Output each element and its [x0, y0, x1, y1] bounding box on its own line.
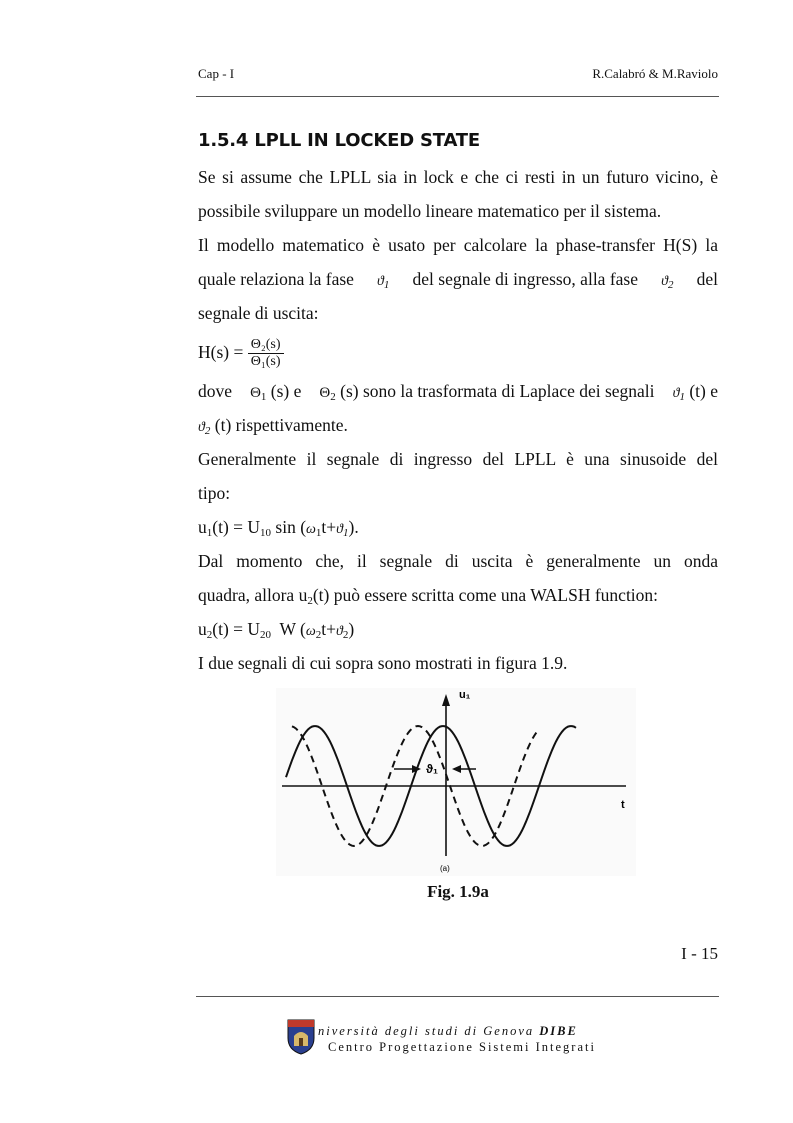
text-run: del segnale di ingresso, alla fase: [412, 269, 638, 289]
paragraph-line: Dal momento che, il segnale di uscita è generalmente un onda: [198, 551, 718, 571]
figure-caption: Fig. 1.9a: [427, 882, 489, 901]
header-rule: [196, 96, 719, 97]
equation-u2: $u_2(t) = U_{20}$ W $(\omega_2t+ϑ_2)$: [198, 619, 355, 641]
laplace-2: $\Theta_2$ (s) sono la trasformata di Laplace dei segnali: [319, 381, 655, 403]
section-title: 1.5.4 LPLL IN LOCKED STATE: [198, 130, 480, 151]
paragraph-line: Il modello matematico è usato per calcolare la phase-transfer H(S) la: [198, 235, 718, 255]
header-left: Cap - I: [198, 66, 235, 81]
phase-label: ϑ₁: [426, 762, 438, 776]
footer-university: niversità degli studi di Genova DIBE: [318, 1024, 578, 1038]
text-run: quale relaziona la fase: [198, 269, 354, 289]
theta-1-symbol: $ϑ_1$: [377, 274, 390, 291]
paragraph-line: segnale di uscita:: [198, 303, 319, 323]
hs-fraction: [248, 337, 284, 370]
paragraph-line: Generalmente il segnale di ingresso del LPLL è una sinusoide del: [198, 449, 718, 469]
text-run: del: [696, 269, 718, 289]
page-number: I - 15: [681, 944, 718, 963]
paragraph-line: tipo:: [198, 483, 231, 503]
hs-denominator: Θ₁(s): [250, 354, 281, 370]
y-axis-label: u₁: [459, 689, 471, 701]
university-crest-icon: [286, 1016, 316, 1056]
x-axis-label: t: [621, 799, 625, 811]
paragraph-line: [198, 374, 718, 408]
figure-1-9a: [276, 688, 636, 876]
footer-center: Centro Progettazione Sistemi Integrati: [328, 1040, 596, 1054]
theta-2-symbol: $ϑ_2$: [661, 274, 674, 291]
laplace-1: $\Theta_1$ (s) e: [250, 381, 302, 403]
text-run: dove: [198, 381, 233, 401]
paragraph-line: quadra, allora $u_2(t)$ può essere scritta come una WALSH function:: [198, 585, 659, 607]
theta-1-t: $ϑ_1$ (t) e: [672, 381, 718, 403]
paragraph-line: Se si assume che LPLL sia in lock e che ci resti in un futuro vicino, è: [198, 167, 718, 187]
header-right: R.Calabró & M.Raviolo: [592, 66, 718, 81]
equation-u1: $u_1(t) = U_{10}$ $\sin (\omega_1t+ϑ_1)$.: [198, 517, 359, 539]
hs-equation: [198, 330, 718, 374]
paragraph-line: possibile sviluppare un modello lineare matematico per il sistema.: [198, 201, 662, 221]
paragraph-line: I due segnali di cui sopra sono mostrati in figura 1.9.: [198, 653, 568, 673]
paragraph-line: $ϑ_2$ (t) rispettivamente.: [198, 415, 348, 437]
hs-numerator: Θ₂(s): [248, 337, 284, 354]
subfigure-label: (a): [440, 864, 450, 873]
footer-rule: [196, 996, 719, 997]
hs-left: H(s) =: [198, 342, 244, 362]
body-text: [198, 160, 718, 680]
paragraph-line: [198, 262, 718, 296]
